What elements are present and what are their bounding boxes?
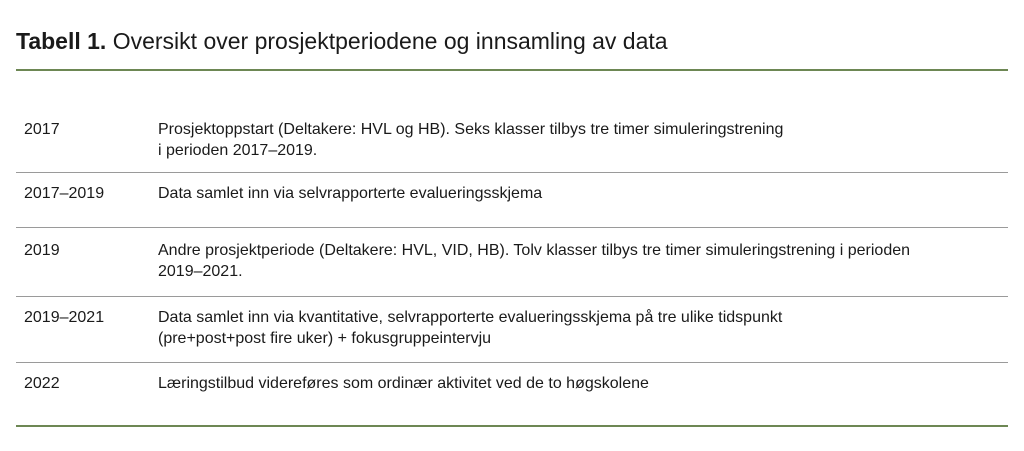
table-row (16, 297, 1008, 363)
description-line: Læringstilbud videreføres som ordinær aktivitet ved de to høgskolene (158, 375, 649, 392)
year-cell: 2019–2021 (24, 309, 105, 326)
table-row (16, 105, 1008, 173)
year-cell: 2017 (24, 121, 60, 138)
description-line: 2019–2021. (158, 263, 243, 280)
table-caption-label: Tabell 1. (16, 28, 107, 54)
description-cell (158, 119, 1003, 161)
description-line: i perioden 2017–2019. (158, 142, 318, 159)
description-cell (158, 240, 1003, 282)
description-cell (158, 307, 1003, 349)
project-periods-table (16, 105, 1008, 403)
year-cell: 2019 (24, 242, 60, 259)
bottom-rule (16, 425, 1008, 427)
description-line: Prosjektoppstart (Deltakere: HVL og HB). Seks klasser tilbys tre timer simuleringstrening (158, 121, 784, 138)
year-cell: 2017–2019 (24, 185, 105, 202)
top-rule (16, 69, 1008, 71)
description-cell (158, 373, 1003, 394)
description-line: Andre prosjektperiode (Deltakere: HVL, VID, HB). Tolv klasser tilbys tre timer simuleringstrening i perioden (158, 242, 911, 259)
table-row (16, 228, 1008, 297)
table-caption (16, 26, 668, 56)
table-row (16, 363, 1008, 403)
table-caption-text: Oversikt over prosjektperiodene og innsamling av data (112, 28, 668, 54)
description-line: (pre+post+post fire uker) + fokusgruppeintervju (158, 330, 492, 347)
description-line: Data samlet inn via kvantitative, selvrapporterte evalueringsskjema på tre ulike tidspunkt (158, 309, 783, 326)
description-line: Data samlet inn via selvrapporterte evalueringsskjema (158, 185, 543, 202)
table-row (16, 173, 1008, 228)
year-cell: 2022 (24, 375, 60, 392)
description-cell (158, 183, 1003, 204)
